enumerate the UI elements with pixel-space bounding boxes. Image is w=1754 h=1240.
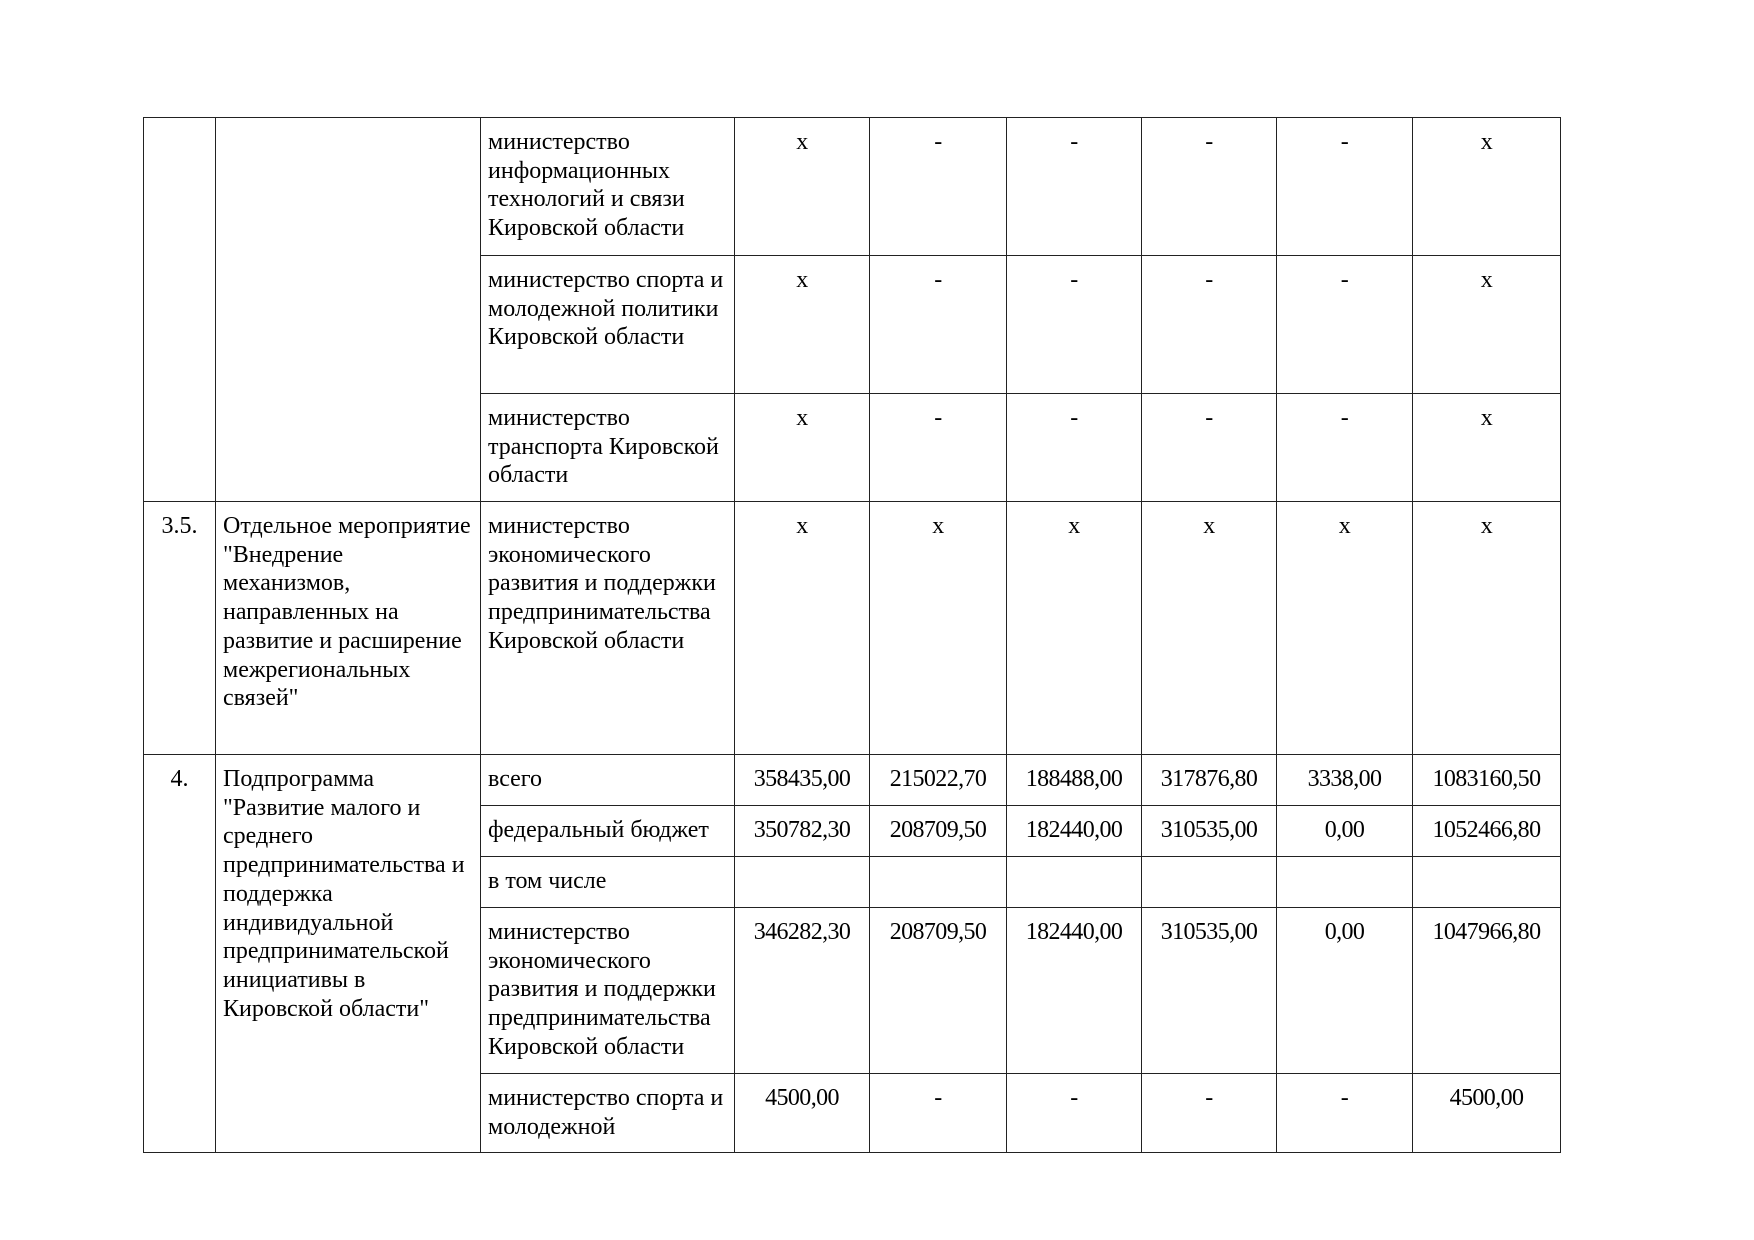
- executor-cell: министерство экономического развития и поддержки предпринимательства Кировской области: [481, 908, 735, 1074]
- value-cell: -: [1277, 1074, 1413, 1153]
- row-index-cell: 3.5.: [144, 502, 216, 755]
- program-name-cell: Подпрограмма "Развитие малого и среднего предпринимательства и поддержка индивидуальной предпринимательской инициативы в Кировской области": [216, 755, 481, 1153]
- value-cell: [1277, 857, 1413, 908]
- value-cell: х: [870, 502, 1007, 755]
- value-cell: 350782,30: [735, 806, 870, 857]
- value-cell: -: [1007, 1074, 1142, 1153]
- value-cell: 310535,00: [1142, 806, 1277, 857]
- value-cell: 0,00: [1277, 806, 1413, 857]
- value-cell: [1142, 857, 1277, 908]
- value-cell: -: [870, 118, 1007, 256]
- total-cell: х: [1413, 502, 1561, 755]
- value-cell: х: [1142, 502, 1277, 755]
- value-cell: -: [1277, 256, 1413, 394]
- executor-cell: министерство информационных технологий и связи Кировской области: [481, 118, 735, 256]
- row-index-cell: 4.: [144, 755, 216, 1153]
- value-cell: [1007, 857, 1142, 908]
- total-cell: [1413, 857, 1561, 908]
- value-cell: 346282,30: [735, 908, 870, 1074]
- executor-cell: министерство спорта и молодежной: [481, 1074, 735, 1153]
- value-cell: 317876,80: [1142, 755, 1277, 806]
- value-cell: 358435,00: [735, 755, 870, 806]
- value-cell: 215022,70: [870, 755, 1007, 806]
- value-cell: -: [1142, 256, 1277, 394]
- executor-cell: министерство транспорта Кировской области: [481, 394, 735, 502]
- executor-cell: министерство спорта и молодежной политики Кировской области: [481, 256, 735, 394]
- value-cell: 4500,00: [735, 1074, 870, 1153]
- value-cell: -: [870, 256, 1007, 394]
- table-row: [144, 502, 1561, 755]
- executor-cell: всего: [481, 755, 735, 806]
- value-cell: [870, 857, 1007, 908]
- value-cell: х: [735, 394, 870, 502]
- total-cell: 1047966,80: [1413, 908, 1561, 1074]
- value-cell: 208709,50: [870, 908, 1007, 1074]
- total-cell: х: [1413, 394, 1561, 502]
- total-cell: 4500,00: [1413, 1074, 1561, 1153]
- total-cell: 1052466,80: [1413, 806, 1561, 857]
- value-cell: 182440,00: [1007, 806, 1142, 857]
- value-cell: х: [735, 118, 870, 256]
- value-cell: 182440,00: [1007, 908, 1142, 1074]
- executor-cell: министерство экономического развития и поддержки предпринимательства Кировской области: [481, 502, 735, 755]
- value-cell: -: [1277, 394, 1413, 502]
- value-cell: -: [1142, 394, 1277, 502]
- budget-table: [143, 117, 1561, 1153]
- executor-cell: в том числе: [481, 857, 735, 908]
- value-cell: -: [1007, 256, 1142, 394]
- value-cell: х: [1007, 502, 1142, 755]
- total-cell: 1083160,50: [1413, 755, 1561, 806]
- value-cell: -: [1007, 394, 1142, 502]
- value-cell: -: [1277, 118, 1413, 256]
- value-cell: -: [870, 1074, 1007, 1153]
- value-cell: 208709,50: [870, 806, 1007, 857]
- total-cell: х: [1413, 256, 1561, 394]
- value-cell: х: [735, 256, 870, 394]
- executor-cell: федеральный бюджет: [481, 806, 735, 857]
- value-cell: х: [735, 502, 870, 755]
- value-cell: 310535,00: [1142, 908, 1277, 1074]
- value-cell: -: [1142, 118, 1277, 256]
- value-cell: х: [1277, 502, 1413, 755]
- value-cell: 188488,00: [1007, 755, 1142, 806]
- table-row: [144, 755, 1561, 806]
- program-name-cell: [216, 118, 481, 502]
- table-row: [144, 118, 1561, 256]
- row-index-cell: [144, 118, 216, 502]
- value-cell: -: [870, 394, 1007, 502]
- value-cell: -: [1007, 118, 1142, 256]
- value-cell: 0,00: [1277, 908, 1413, 1074]
- value-cell: 3338,00: [1277, 755, 1413, 806]
- total-cell: х: [1413, 118, 1561, 256]
- value-cell: -: [1142, 1074, 1277, 1153]
- program-name-cell: Отдельное мероприятие "Внедрение механизмов, направленных на развитие и расширение межрегиональных связей": [216, 502, 481, 755]
- value-cell: [735, 857, 870, 908]
